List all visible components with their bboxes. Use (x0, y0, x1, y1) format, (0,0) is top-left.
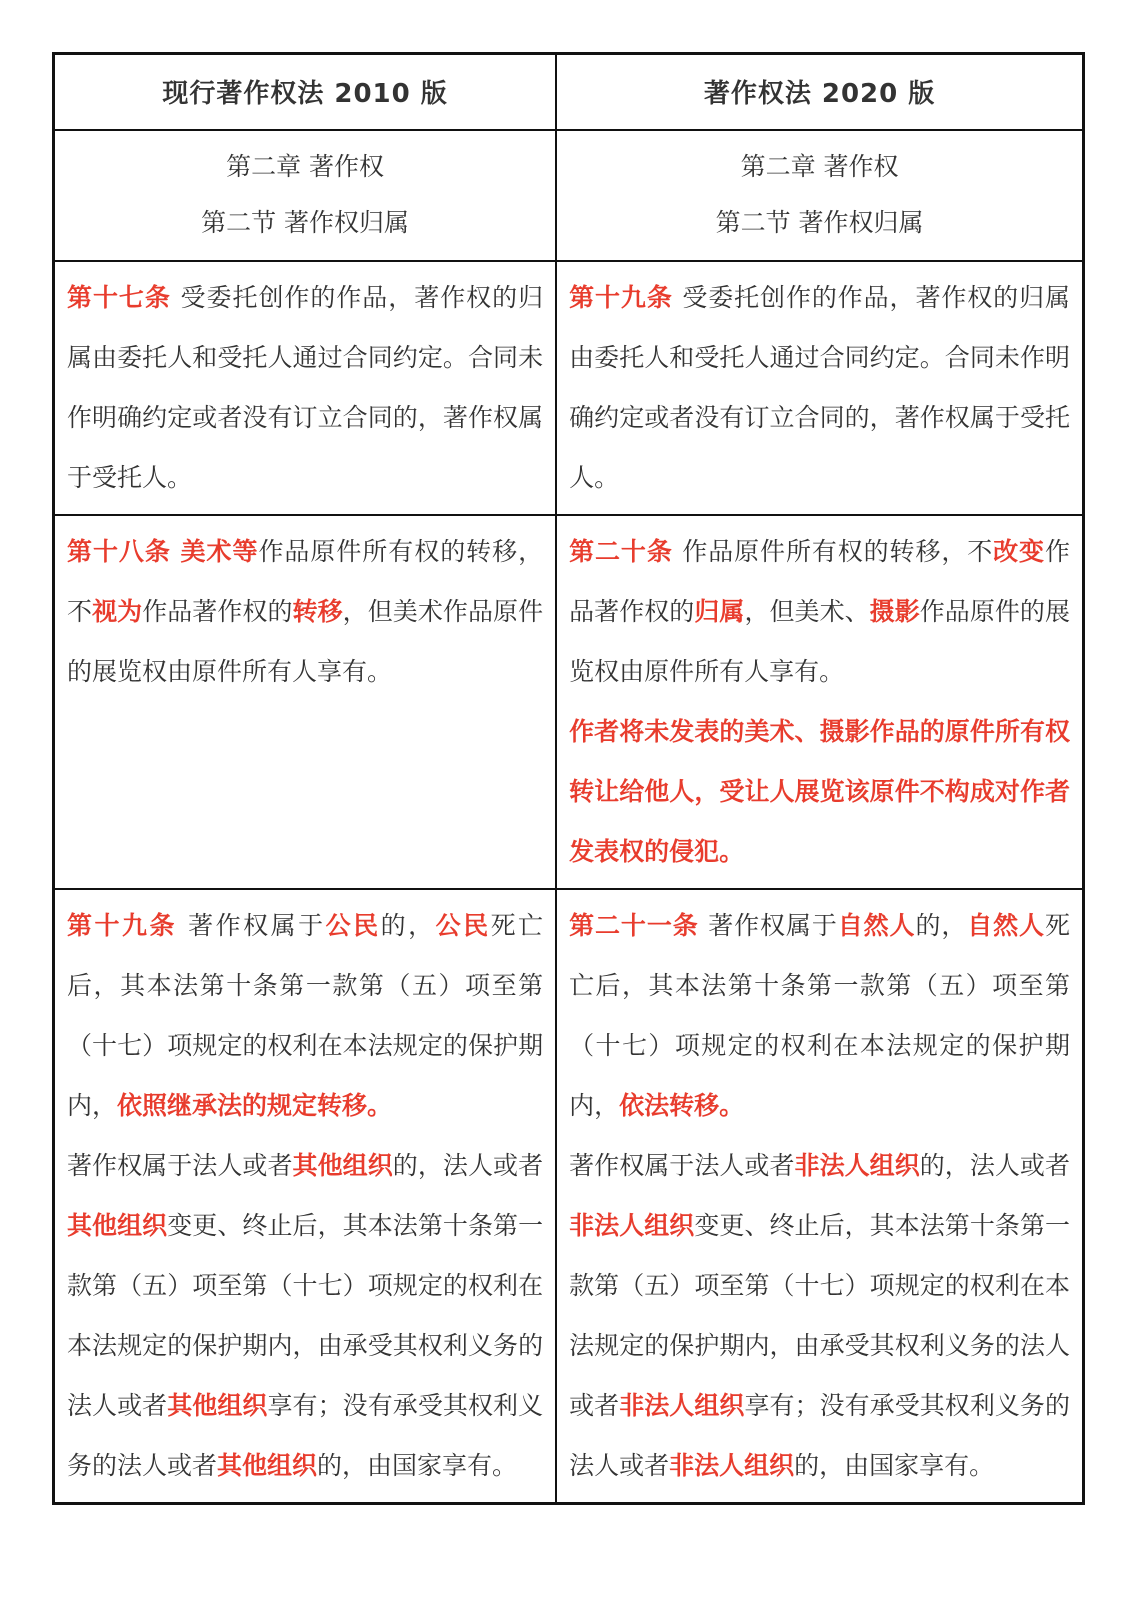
body-text: ，但美术作品原件的展览权由原件所有人享有。 (67, 596, 544, 686)
body-text: 变更、终止后，其本法第十条第一款第（五）项至第（十七）项规定的权利在本法规定的保护期内，由承受其权利义务的法人或者 (67, 1210, 544, 1420)
section-line: 第二节 著作权归属 (201, 208, 410, 237)
body-text: 著作权属于法人或者 (67, 1150, 293, 1180)
body-text: 的，由国家享有。 (794, 1450, 995, 1480)
body-text: 的， (380, 910, 436, 940)
body-text: 受委托创作的作品，著作权的归属由委托人和受托人通过合同约定。合同未作明确约定或者没有订立合同的，著作权属于受托人。 (67, 282, 544, 492)
highlighted-text: 公民 (435, 910, 491, 940)
paragraph (569, 268, 1070, 508)
body-text: 受委托创作的作品，著作权的归属由委托人和受托人通过合同约定。合同未作明确约定或者没有订立合同的，著作权属于受托人。 (569, 282, 1070, 492)
highlighted-text: 第十九条 (569, 282, 683, 312)
highlighted-text: 非法人组织 (669, 1450, 795, 1480)
highlighted-text: 非法人组织 (794, 1150, 920, 1180)
body-text: ，但美术、 (744, 596, 870, 626)
body-text: 变更、终止后，其本法第十条第一款第（五）项至第（十七）项规定的权利在本法规定的保护期内，由承受其权利义务的法人或者 (569, 1210, 1070, 1420)
highlighted-text: 改变 (993, 536, 1045, 566)
body-text: 作品原件所有权的转移，不 (682, 536, 994, 566)
highlighted-text: 非法人组织 (569, 1210, 695, 1240)
cell-2010-article-17 (54, 261, 557, 515)
highlighted-text: 其他组织 (217, 1450, 318, 1480)
body-text: 的，由国家享有。 (317, 1450, 518, 1480)
section-line: 第二节 著作权归属 (715, 208, 924, 237)
section-line: 第二章 著作权 (740, 152, 899, 181)
body-text: 著作权属于 (708, 910, 838, 940)
body-text: 作品原件的展览权由原件所有人享有。 (569, 596, 1070, 686)
column-header-2020: 著作权法 2020 版 (556, 54, 1083, 130)
cell-2020-article-19 (556, 261, 1083, 515)
highlighted-text: 其他组织 (292, 1150, 393, 1180)
body-text: 的，法人或者 (392, 1150, 544, 1180)
highlighted-text: 依法转移。 (619, 1090, 745, 1120)
highlighted-text: 自然人 (967, 910, 1045, 940)
highlighted-text: 归属 (694, 596, 745, 626)
body-text: 的， (915, 910, 968, 940)
cell-2020-article-21 (556, 889, 1083, 1504)
article-row-commissioned-works (54, 261, 1084, 515)
body-text: 的，法人或者 (919, 1150, 1070, 1180)
highlighted-text: 第十八条 美术等 (67, 536, 259, 566)
paragraph (569, 522, 1070, 702)
highlighted-text: 其他组织 (167, 1390, 268, 1420)
highlighted-text: 第十九条 (67, 910, 189, 940)
cell-2010-article-19 (54, 889, 557, 1504)
highlighted-text: 视为 (92, 596, 143, 626)
body-text: 作品原件所有权的转移，不 (67, 536, 544, 626)
comparison-table (52, 52, 1085, 1505)
highlighted-text: 转移 (292, 596, 343, 626)
body-text: 著作权属于法人或者 (569, 1150, 795, 1180)
cell-2020-article-20 (556, 515, 1083, 889)
column-header-2010: 现行著作权法 2010 版 (54, 54, 557, 130)
body-text: 死亡后，其本法第十条第一款第（五）项至第（十七）项规定的权利在本法规定的保护期内， (67, 910, 544, 1120)
section-row (54, 130, 1084, 261)
body-text: 作品著作权的 (569, 536, 1070, 626)
paragraph (67, 268, 543, 508)
article-row-original-copy-transfer (54, 515, 1084, 889)
paragraph (569, 702, 1070, 882)
highlighted-text: 第二十一条 (569, 910, 709, 940)
paragraph (67, 896, 543, 1136)
paragraph (67, 1136, 543, 1496)
highlighted-text: 其他组织 (67, 1210, 168, 1240)
highlighted-text: 自然人 (837, 910, 916, 940)
body-text: 享有；没有承受其权利义务的法人或者 (67, 1390, 544, 1480)
paragraph (569, 1136, 1070, 1496)
body-text: 死亡后，其本法第十条第一款第（五）项至第（十七）项规定的权利在本法规定的保护期内， (569, 910, 1070, 1120)
article-row-ownership-after-death (54, 889, 1084, 1504)
body-text: 作品著作权的 (142, 596, 293, 626)
cell-2010-article-18 (54, 515, 557, 889)
highlighted-text: 非法人组织 (619, 1390, 745, 1420)
cell-2020-section (556, 130, 1083, 261)
section-line: 第二章 著作权 (226, 152, 385, 181)
highlighted-text: 公民 (325, 910, 381, 940)
cell-2010-section (54, 130, 557, 261)
body-text: 享有；没有承受其权利义务的法人或者 (569, 1390, 1070, 1480)
highlighted-text: 作者将未发表的美术、摄影作品的原件所有权转让给他人，受让人展览该原件不构成对作者发表权的侵犯。 (569, 716, 1070, 866)
header-row (54, 54, 1084, 130)
paragraph (67, 522, 543, 702)
highlighted-text: 第二十条 (569, 536, 683, 566)
highlighted-text: 依照继承法的规定转移。 (117, 1090, 393, 1120)
highlighted-text: 第十七条 (67, 282, 181, 312)
paragraph (569, 896, 1070, 1136)
body-text: 著作权属于 (188, 910, 326, 940)
highlighted-text: 摄影 (869, 596, 920, 626)
